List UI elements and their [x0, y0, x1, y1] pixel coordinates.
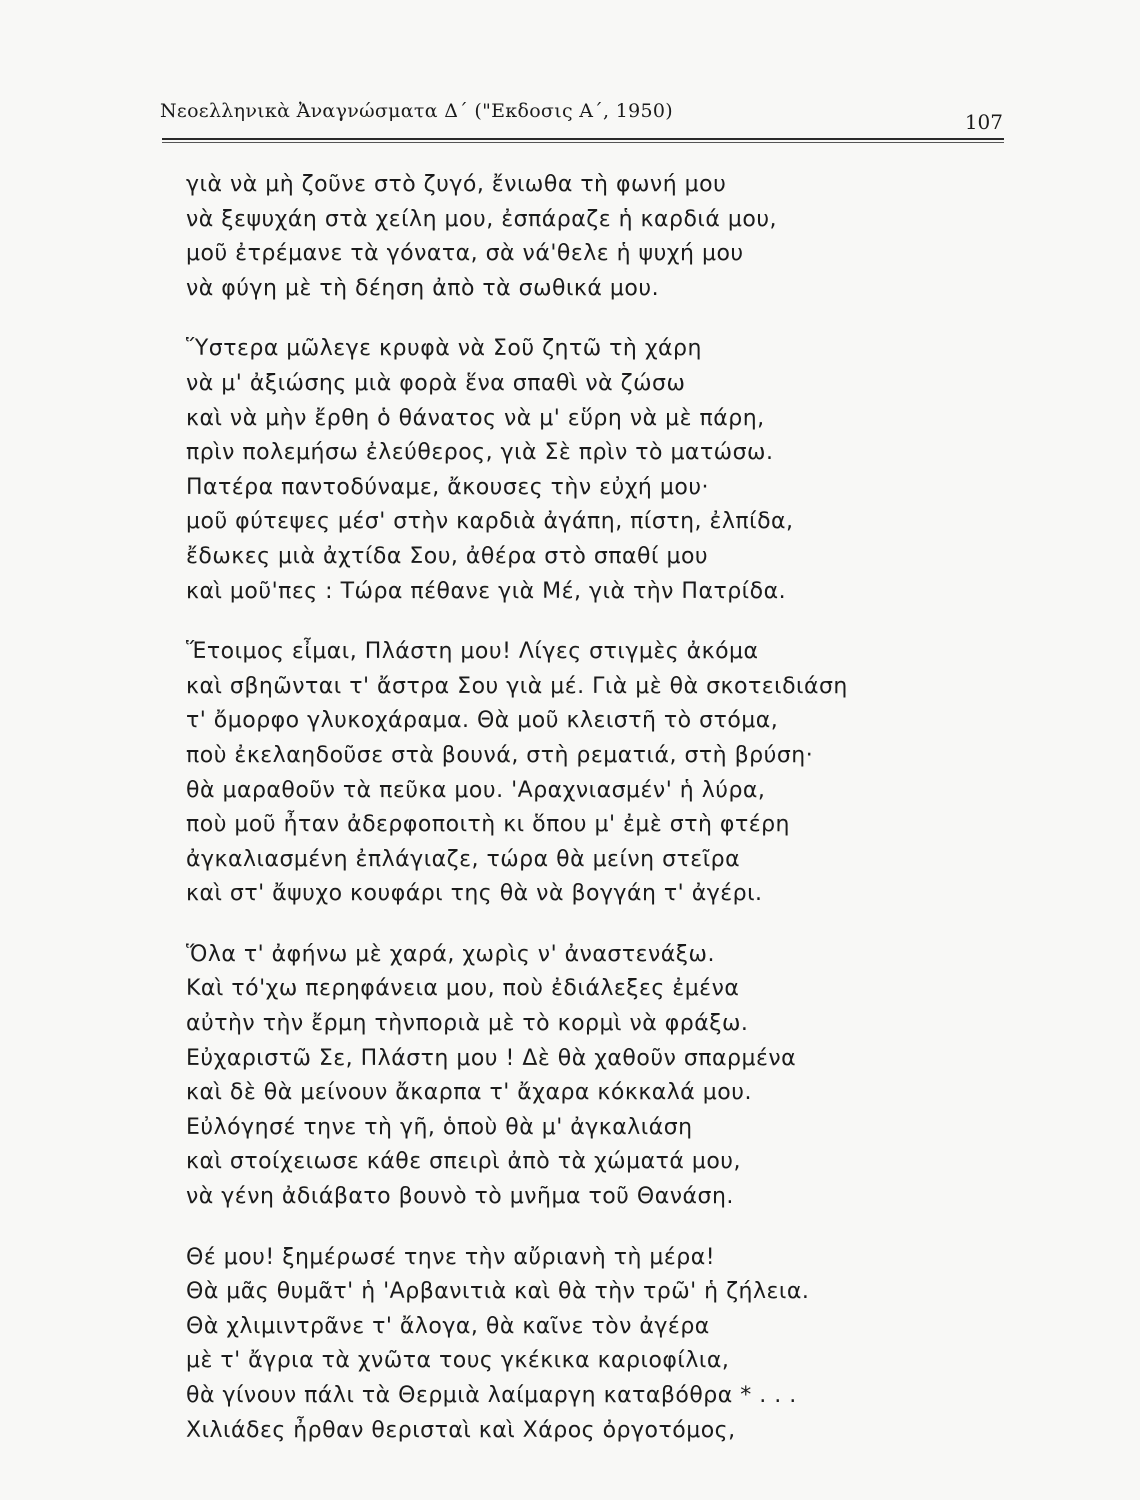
poem-line: Καὶ τό'χω περηφάνεια μου, ποὺ ἐδιάλεξες ἐμένα	[186, 976, 740, 1002]
running-header	[160, 100, 1005, 140]
poem-line: μοῦ ἐτρέμανε τὰ γόνατα, σὰ νά'θελε ἡ ψυχή μου	[186, 241, 744, 267]
header-title: Νεοελληνικὰ Ἀναγνώσματα Δ΄ ("Εκδοσις Α΄, 1950)	[160, 100, 673, 122]
poem-line: ἀγκαλιασμένη ἐπλάγιαζε, τώρα θὰ μείνη στεῖρα	[186, 846, 741, 872]
poem-line: Εὐλόγησέ τηνε τὴ γῆ, ὁποὺ θὰ μ' ἀγκαλιάση	[186, 1114, 693, 1140]
stanza	[186, 1241, 986, 1449]
poem-line: Χιλιάδες ἦρθαν θερισταὶ καὶ Χάρος ὀργοτόμος,	[186, 1417, 736, 1443]
poem-line: αὐτὴν τὴν ἔρμη τὴνποριὰ μὲ τὸ κορμὶ νὰ φράξω.	[186, 1011, 749, 1037]
poem-line: Ὅλα τ' ἀφήνω μὲ χαρά, χωρὶς ν' ἀναστενάξω.	[186, 941, 715, 967]
poem-line: Ἕτοιμος εἶμαι, Πλάστη μου! Λίγες στιγμὲς ἀκόμα	[186, 639, 759, 665]
stanza	[186, 168, 986, 306]
poem-line: Θέ μου! ξημέρωσέ τηνε τὴν αὔριανὴ τὴ μέρα!	[186, 1244, 716, 1270]
poem-line: καὶ σβηῶνται τ' ἄστρα Σου γιὰ μέ. Γιὰ μὲ θὰ σκοτειδιάση	[186, 673, 848, 699]
poem-line: καὶ μοῦ'πες : Τώρα πέθανε γιὰ Μέ, γιὰ τὴν Πατρίδα.	[186, 578, 787, 604]
poem-body	[186, 168, 986, 1474]
poem-line: Θὰ μᾶς θυμᾶτ' ἡ 'Αρβανιτιὰ καὶ θὰ τὴν τρῶ' ἡ ζήλεια.	[186, 1279, 810, 1305]
poem-line: καὶ δὲ θὰ μείνουν ἄκαρπα τ' ἄχαρα κόκκαλά μου.	[186, 1080, 752, 1106]
poem-line: μὲ τ' ἄγρια τὰ χνῶτα τους γκέκικα καριοφίλια,	[186, 1348, 730, 1374]
poem-line: ἔδωκες μιὰ ἀχτίδα Σου, ἀθέρα στὸ σπαθί μου	[186, 543, 709, 569]
poem-line: Πατέρα παντοδύναμε, ἄκουσες τὴν εὐχή μου·	[186, 474, 710, 500]
poem-line: νὰ φύγη μὲ τὴ δέηση ἀπὸ τὰ σωθικά μου.	[186, 275, 660, 301]
poem-line: καὶ στ' ἄψυχο κουφάρι της θὰ νὰ βογγάη τ' ἀγέρι.	[186, 881, 763, 907]
poem-line: τ' ὄμορφο γλυκοχάραμα. Θὰ μοῦ κλειστῆ τὸ στόμα,	[186, 708, 779, 734]
page-number: 107	[964, 110, 1003, 134]
poem-line: ποὺ ἐκελαηδοῦσε στὰ βουνά, στὴ ρεματιά, στὴ βρύση·	[186, 742, 814, 768]
header-rule-thin	[162, 142, 1004, 143]
poem-line: νὰ μ' ἀξιώσης μιὰ φορὰ ἕνα σπαθὶ νὰ ζώσω	[186, 370, 686, 396]
stanza	[186, 332, 986, 609]
poem-line: Εὐχαριστῶ Σε, Πλάστη μου ! Δὲ θὰ χαθοῦν σπαρμένα	[186, 1045, 797, 1071]
header-rule	[162, 138, 1004, 140]
poem-line: θὰ μαραθοῦν τὰ πεῦκα μου. 'Αραχνιασμέν' ἡ λύρα,	[186, 777, 766, 803]
poem-line: καὶ νὰ μὴν ἔρθη ὁ θάνατος νὰ μ' εὕρη νὰ μὲ πάρη,	[186, 405, 765, 431]
poem-line: νὰ ξεψυχάη στὰ χείλη μου, ἐσπάραζε ἡ καρδιά μου,	[186, 206, 778, 232]
poem-line: πρὶν πολεμήσω ἐλεύθερος, γιὰ Σὲ πρὶν τὸ ματώσω.	[186, 440, 774, 466]
poem-line: μοῦ φύτεψες μέσ' στὴν καρδιὰ ἀγάπη, πίστη, ἐλπίδα,	[186, 509, 794, 535]
poem-line: Ὕστερα μῶλεγε κρυφὰ νὰ Σοῦ ζητῶ τὴ χάρη	[186, 336, 702, 362]
poem-line: γιὰ νὰ μὴ ζοῦνε στὸ ζυγό, ἔνιωθα τὴ φωνή μου	[186, 172, 727, 197]
poem-line: ποὺ μοῦ ἦταν ἀδερφοποιτὴ κι ὅπου μ' ἐμὲ στὴ φτέρη	[186, 812, 790, 838]
stanza	[186, 938, 986, 1215]
poem-line: νὰ γένη ἀδιάβατο βουνὸ τὸ μνῆμα τοῦ Θανάση.	[186, 1184, 734, 1210]
poem-line: Θὰ χλιμιντρᾶνε τ' ἄλογα, θὰ καῖνε τὸν ἀγέρα	[186, 1313, 710, 1339]
stanza	[186, 635, 986, 912]
poem-line: θὰ γίνουν πάλι τὰ Θερμιὰ λαίμαργη καταβόθρα * . . .	[186, 1383, 797, 1408]
poem-line: καὶ στοίχειωσε κάθε σπειρὶ ἀπὸ τὰ χώματά μου,	[186, 1149, 742, 1175]
